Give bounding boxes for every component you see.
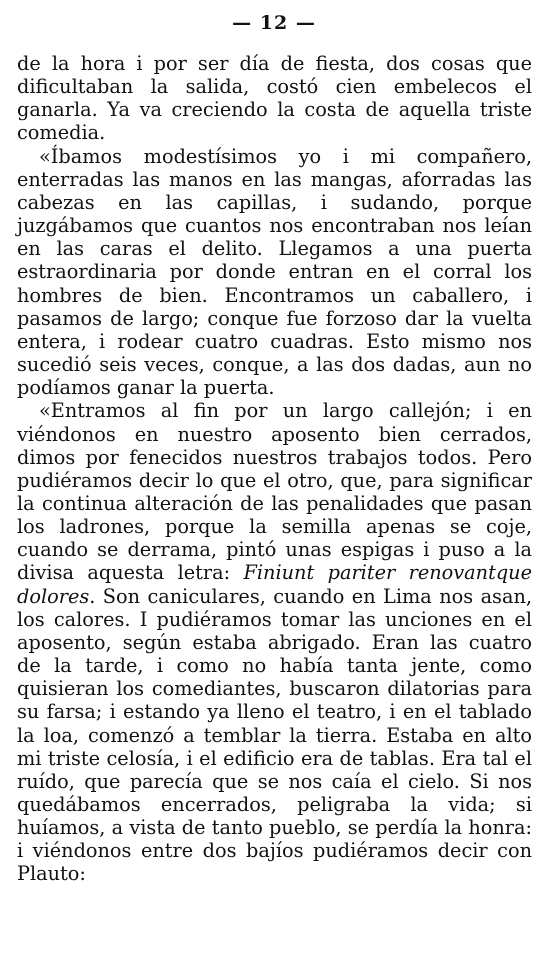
paragraph-p1 xyxy=(17,52,532,145)
paragraph-p3 xyxy=(17,399,532,885)
paragraph-text: «Íbamos modestísimos yo i mi compañero, enterradas las manos en las mangas, aforradas las cabezas en las capillas, i sudando, porque juzgábamos que cuantos nos encontraban nos leían en las caras el delito. Llegamos a una puerta estraordinaria por donde entran en el corral los hombres de bien. Encontramos un caballero, i pasamos de largo; conque fue forzoso dar la vuelta entera, i rodear cuatro cuadras. Esto mismo nos sucedió seis veces, conque, a las dos dadas, aun no podíamos ganar la puerta. xyxy=(17,144,532,400)
page-number: — 12 — xyxy=(232,12,316,34)
italic-motto: Finiunt pariter renovantque dolores xyxy=(17,561,532,608)
paragraph-p2 xyxy=(17,145,532,400)
paragraph-text: de la hora i por ser día de fiesta, dos cosas que dificultaban la salida, costó cien embelecos el ganarla. Ya va creciendo la costa de aquella triste comedia. xyxy=(17,52,532,145)
paragraph-text: . Son caniculares, cuando en Lima nos asan, los calores. I pudiéramos tomar las unciones en el aposento, según estaba abrigado. Eran las cuatro de la tarde, i como no había tanta jente, como quisieran los comediantes, buscaron dilatorias para su farsa; i estando ya lleno el teatro, i en el tablado la loa, comenzó a temblar la tierra. Estaba en alto mi triste celosía, i el edificio era de tablas. Era tal el ruído, que parecía que se nos caía el cielo. Si nos quedábamos encerrados, peligraba la vida; si huíamos, a vista de tanto pueblo, se perdía la honra: i viéndonos entre dos bajíos pudiéramos decir con Plauto: xyxy=(17,584,532,886)
body-text xyxy=(17,52,532,886)
paragraph-text: «Entramos al fin por un largo callejón; i en viéndonos en nuestro aposento bien cerrados, dimos por fenecidos nuestros trabajos todos. Pero pudiéramos decir lo que el otro, que, para significar la continua alteración de las penalidades que pasan los ladrones, porque la semilla apenas se coje, cuando se derrama, pintó unas espigas i puso a la divisa aquesta letra: xyxy=(17,399,532,585)
